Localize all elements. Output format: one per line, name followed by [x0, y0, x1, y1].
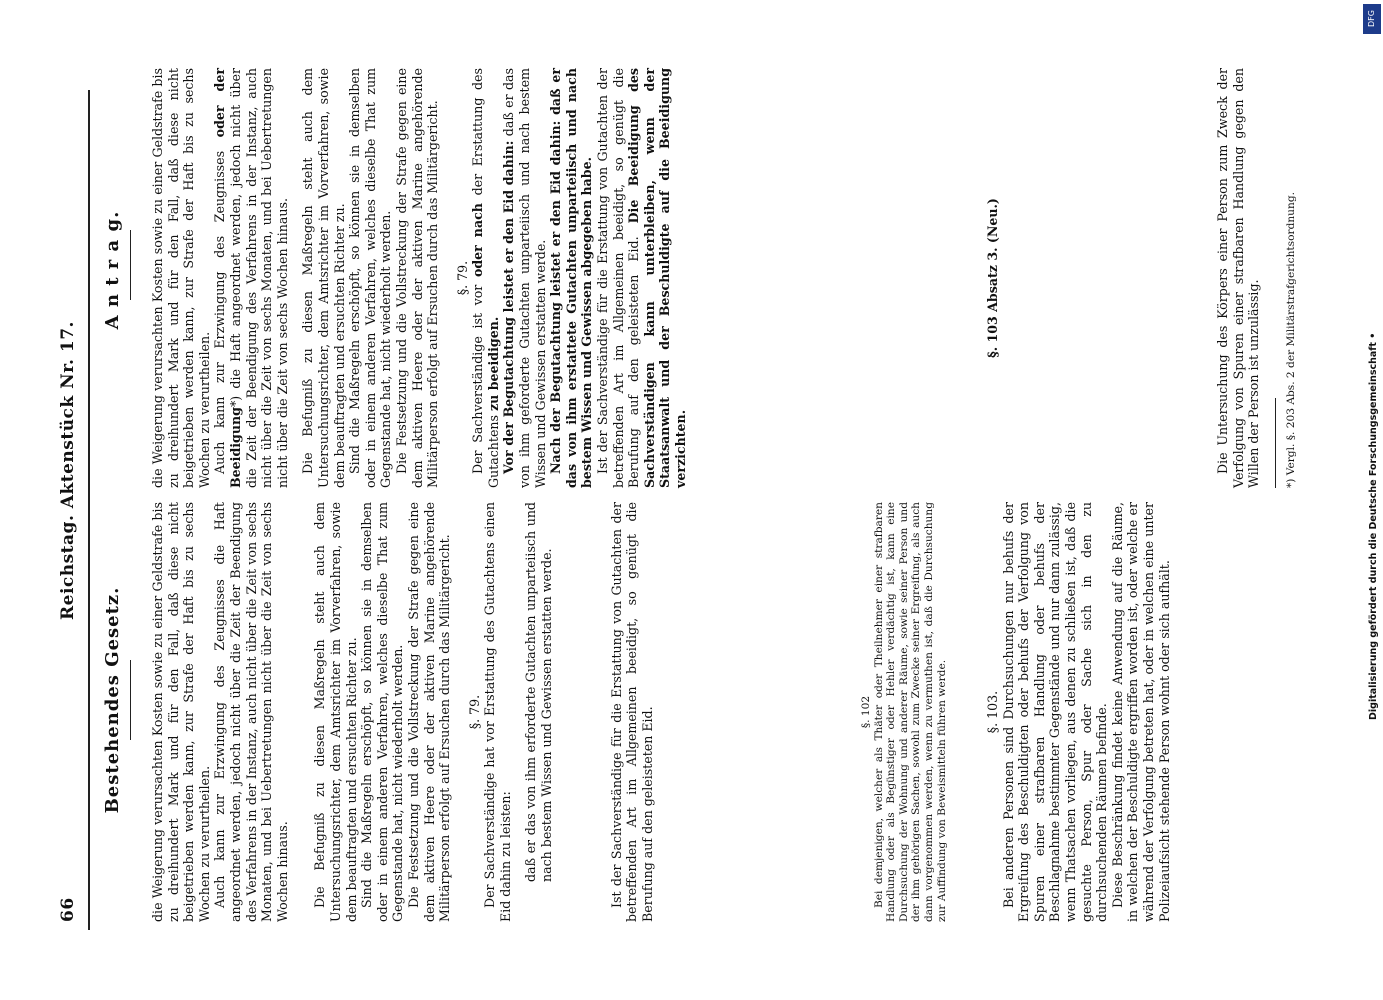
paragraph: Die Befugniß zu diesen Maßregeln steht auch dem Untersuchungsrichter, dem Amtsrichter im Vorverfahren, sowie dem beauftragten und ersuchten Richter zu. — [312, 502, 359, 922]
digitization-credit: Digitalisierung gefördert durch die Deutsche Forschungsgemeinschaft • — [1368, 332, 1379, 720]
title-underline — [130, 230, 131, 300]
inserted-text: Die Beeidigung des Sachverständigen kann unterbleiben, wenn der Staatsanwalt und der Beschuldigte auf die Beeidigung verzichten. — [626, 68, 688, 488]
section-103-block — [985, 502, 1172, 922]
text-run: Der Sachverständige ist vor — [470, 277, 486, 474]
dfg-logo: DFG — [1363, 4, 1381, 34]
paragraph: Auch kann zur Erzwingung des Zeugnisses die Haft angeordnet werden, jedoch nicht über die Zeit der Beendigung des Verfahrens in der Instanz, auch nicht über die Zeit von sechs Monaten, und bei Uebertretungen nicht über die Zeit von sechs Wochen hinaus. — [212, 502, 290, 922]
inserted-text: zu beeidigen. — [485, 316, 501, 411]
inserted-text: Vor der Begutachtung leistet er den Eid dahin: — [501, 140, 517, 474]
header-rule — [88, 90, 90, 930]
text-run: Auch kann zur Erzwingung des Zeugnisses — [212, 137, 228, 474]
paragraph: die Weigerung verursachten Kosten sowie zu einer Geldstrafe bis zu dreihundert Mark und für den Fall, daß diese nicht beigetrieben werden kann, zur Strafe der Haft bis zu sechs Wochen zu verurtheilen. — [150, 502, 212, 922]
footnote-rule — [1275, 398, 1276, 488]
left-column-title: Bestehendes Gesetz. — [102, 586, 123, 814]
paragraph — [212, 68, 290, 488]
right-column-body — [150, 68, 689, 488]
section-heading: §. 103 Absatz 3. (Neu.) — [985, 198, 1000, 358]
section-102-block — [860, 502, 948, 922]
left-column-body — [150, 502, 655, 922]
paragraph: die Weigerung verursachten Kosten sowie zu einer Geldstrafe bis zu dreihundert Mark und für den Fall, daß diese nicht beigetrieben werden kann, zur Strafe der Haft bis zu sechs Wochen zu verurtheilen. — [150, 68, 212, 488]
paragraph — [470, 68, 501, 488]
running-header: Reichstag. Aktenstück Nr. 17. — [58, 321, 78, 620]
right-column-title: A n t r a g. — [102, 210, 123, 330]
paragraph: Ist der Sachverständige für die Erstattung von Gutachten der betreffenden Art im Allgemeinen beeidigt, so genügt die Berufung auf den geleisteten Eid. — [608, 502, 655, 922]
title-underline — [130, 660, 131, 740]
paragraph: Die Festsetzung und die Vollstreckung der Strafe gegen eine dem aktiven Heere oder der aktiven Marine angehörende Militärperson erfolgt auf Ersuchen durch das Militärgericht. — [393, 68, 441, 488]
footnote: *) Vergl. §. 203 Abs. 2 der Militärstrafgerichtsordnung. — [1285, 192, 1297, 488]
text-run: *) die Haft angeordnet werden, jedoch nicht über die Zeit der Beendigung des Verfahrens in der Instanz, auch nicht über die Zeit von sechs Monaten, und bei Uebertretungen nicht über die Zeit von sechs Wochen hinaus. — [227, 68, 290, 488]
paragraph: Sind die Maßregeln erschöpft, so können sie in demselben oder in einem anderen Verfahren, welches dieselbe That zum Gegenstande hat, nicht wiederholt werden. — [359, 502, 406, 922]
text-run: daß er das von ihm geforderte Gutachten unparteiisch und nach bestem Wissen und Gewissen erstatten werde. — [501, 67, 548, 488]
paragraph: Nach der Begutachtung leistet er den Eid dahin: daß er das von ihm erstattete Gutachten unparteiisch und nach bestem Wissen und Gewissen abgegeben habe. — [548, 68, 595, 488]
section-103-new-text — [1215, 68, 1262, 488]
section-heading: §. 79. — [466, 694, 482, 730]
paragraph: Die Festsetzung und die Vollstreckung der Strafe gegen eine dem aktiven Heere oder der aktiven Marine angehörende Militärperson erfolgt auf Ersuchen durch das Militärgericht. — [405, 502, 453, 922]
paragraph: Bei anderen Personen sind Durchsuchungen nur behufs der Ergreifung des Beschuldigten oder behufs der Verfolgung von Spuren einer strafbaren Handlung oder behufs der Beschlagnahme bestimmter Gegenstände und nur dann zulässig, wenn Thatsachen vorliegen, aus denen zu schließen ist, daß die gesuchte Person, Spur oder Sache sich in den zu durchsuchenden Räumen befinde. — [1000, 502, 1110, 922]
section-heading: §. 103. — [985, 690, 1000, 734]
paragraph: Der Sachverständige hat vor Erstattung des Gutachtens einen Eid dahin zu leisten: — [482, 502, 513, 922]
section-heading: §. 102 — [860, 695, 872, 729]
text-run: Ist der Sachverständige für die Erstattung von Gutachten der betreffenden Art im Allgemeinen beeidigt, so genügt die Berufung auf den geleisteten Eid. — [595, 68, 642, 488]
paragraph: Die Untersuchung des Körpers einer Person zum Zweck der Verfolgung von Spuren einer strafbaren Handlung gegen den Willen der Person ist unzulässig. — [1215, 68, 1262, 488]
paragraph: daß er das von ihm erforderte Gutachten unparteiisch und nach bestem Wissen und Gewissen erstatten werde. — [523, 502, 555, 882]
section-103-new-block — [985, 68, 1001, 488]
inserted-text: oder der Beeidigung — [212, 68, 243, 488]
paragraph: Die Befugniß zu diesen Maßregeln steht auch dem Untersuchungsrichter, dem Amtsrichter im Vorverfahren, sowie dem beauftragten und ersuchten Richter zu. — [300, 68, 347, 488]
paragraph — [595, 68, 689, 488]
section-heading: §. 79. — [454, 260, 470, 296]
paragraph — [501, 68, 548, 488]
text-run: der Erstattung des Gutachtens — [470, 68, 501, 488]
paragraph: Sind die Maßregeln erschöpft, so können sie in demselben oder in einem anderen Verfahren, welches dieselbe That zum Gegenstande hat, nicht wiederholt werden. — [347, 68, 394, 488]
inserted-text: oder nach — [470, 203, 486, 278]
paragraph: Bei demjenigen, welcher als Thäter oder Theilnehmer einer strafbaren Handlung oder als Begünstiger oder Hehler verdächtig ist, kann eine Durchsuchung der Wohnung und anderer Räume, sowie seiner Person und der ihm gehörigen Sachen, sowohl zum Zwecke seiner Ergreifung, als auch dann vorgenommen werden, wenn zu vermuthen ist, daß die Durchsuchung zur Auffindung von Beweismitteln führen werde. — [872, 502, 948, 922]
paragraph: Diese Beschränkung findet keine Anwendung auf die Räume, in welchen der Beschuldigte ergriffen worden ist, oder welche er während der Verfolgung betreten hat, oder in welchen eine unter Polizeiaufsicht stehende Person wohnt oder sich aufhält. — [1109, 502, 1172, 922]
page-number: 66 — [58, 897, 78, 922]
